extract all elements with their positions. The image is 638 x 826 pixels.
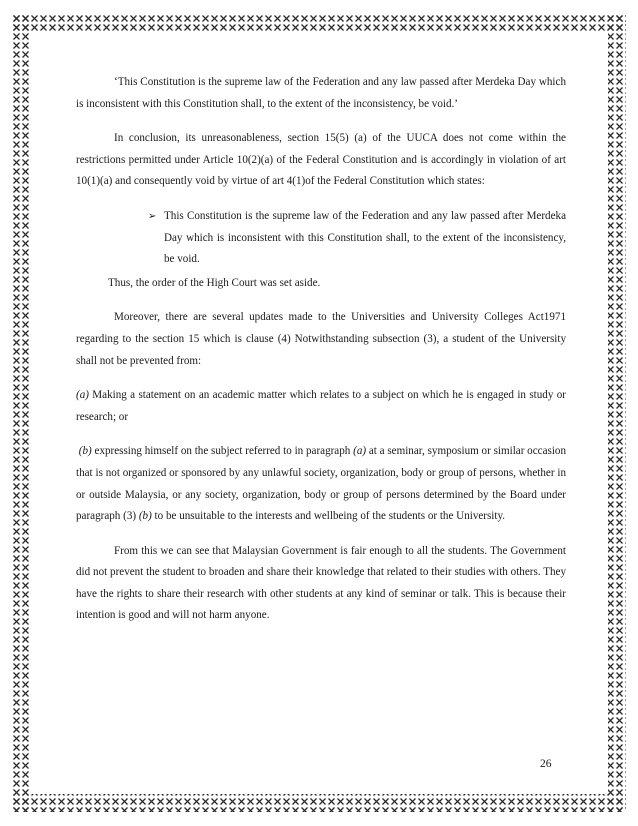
clause-b-text-2: at a seminar, symposium or similar occasion that is not organized or sponsored by any unlawful society, organization, body or group of persons, whether in or outside Malaysia, or any society, organization, body or group of persons determined by the Board under paragraph (3) xyxy=(76,445,566,523)
clause-b-text-1: expressing himself on the subject referred to in paragraph xyxy=(91,445,354,458)
clause-a-paragraph xyxy=(76,385,566,428)
clause-b-inline-b: (b) xyxy=(138,510,152,523)
clause-b-paragraph xyxy=(76,441,566,527)
clause-a-marker: (a) xyxy=(76,389,89,402)
final-paragraph: From this we can see that Malaysian Government is fair enough to all the students. The Government did not prevent the student to broaden and share their knowledge that related to their studies with others. They have the rights to share their research with other students at any kind of seminar or talk. This is because their intention is good and will not harm anyone. xyxy=(76,544,566,622)
clause-b-inline-a: (a) xyxy=(353,445,367,458)
thus-line: Thus, the order of the High Court was set aside. xyxy=(108,276,321,289)
clause-a-text: Making a statement on an academic matter which relates to a subject on which he is engaged in study or research; or xyxy=(76,389,566,423)
clause-b-text-3: to be unsuitable to the interests and wellbeing of the students or the University. xyxy=(151,510,506,523)
conclusion-paragraph: In conclusion, its unreasonableness, section 15(5) (a) of the UUCA does not come within the restrictions permitted under Article 10(2)(a) of the Federal Constitution and is accordingly in violation of art 10(1)(a) and consequently void by virtue of art 4(1)of the Federal Constitution which states: xyxy=(76,132,566,188)
quote-paragraph: ‘This Constitution is the supreme law of the Federation and any law passed after Merdeka Day which is inconsistent with this Constitution shall, to the extent of the inconsistency, be void.’ xyxy=(76,76,566,110)
document-body xyxy=(76,72,566,640)
moreover-paragraph: Moreover, there are several updates made to the Universities and University Colleges Act1971 regarding to the section 15 which is clause (4) Notwithstanding subsection (3), a student of the University shall not be prevented from: xyxy=(76,311,566,367)
page-number: 26 xyxy=(540,758,552,770)
clause-b-marker: (b) xyxy=(78,445,92,458)
bullet-item-text: This Constitution is the supreme law of the Federation and any law passed after Merdeka Day which is inconsistent with this Constitution shall, to the extent of the inconsistency, be void. xyxy=(164,209,566,266)
bullet-list-item xyxy=(148,206,566,271)
arrow-bullet-icon: ➢ xyxy=(148,210,157,222)
